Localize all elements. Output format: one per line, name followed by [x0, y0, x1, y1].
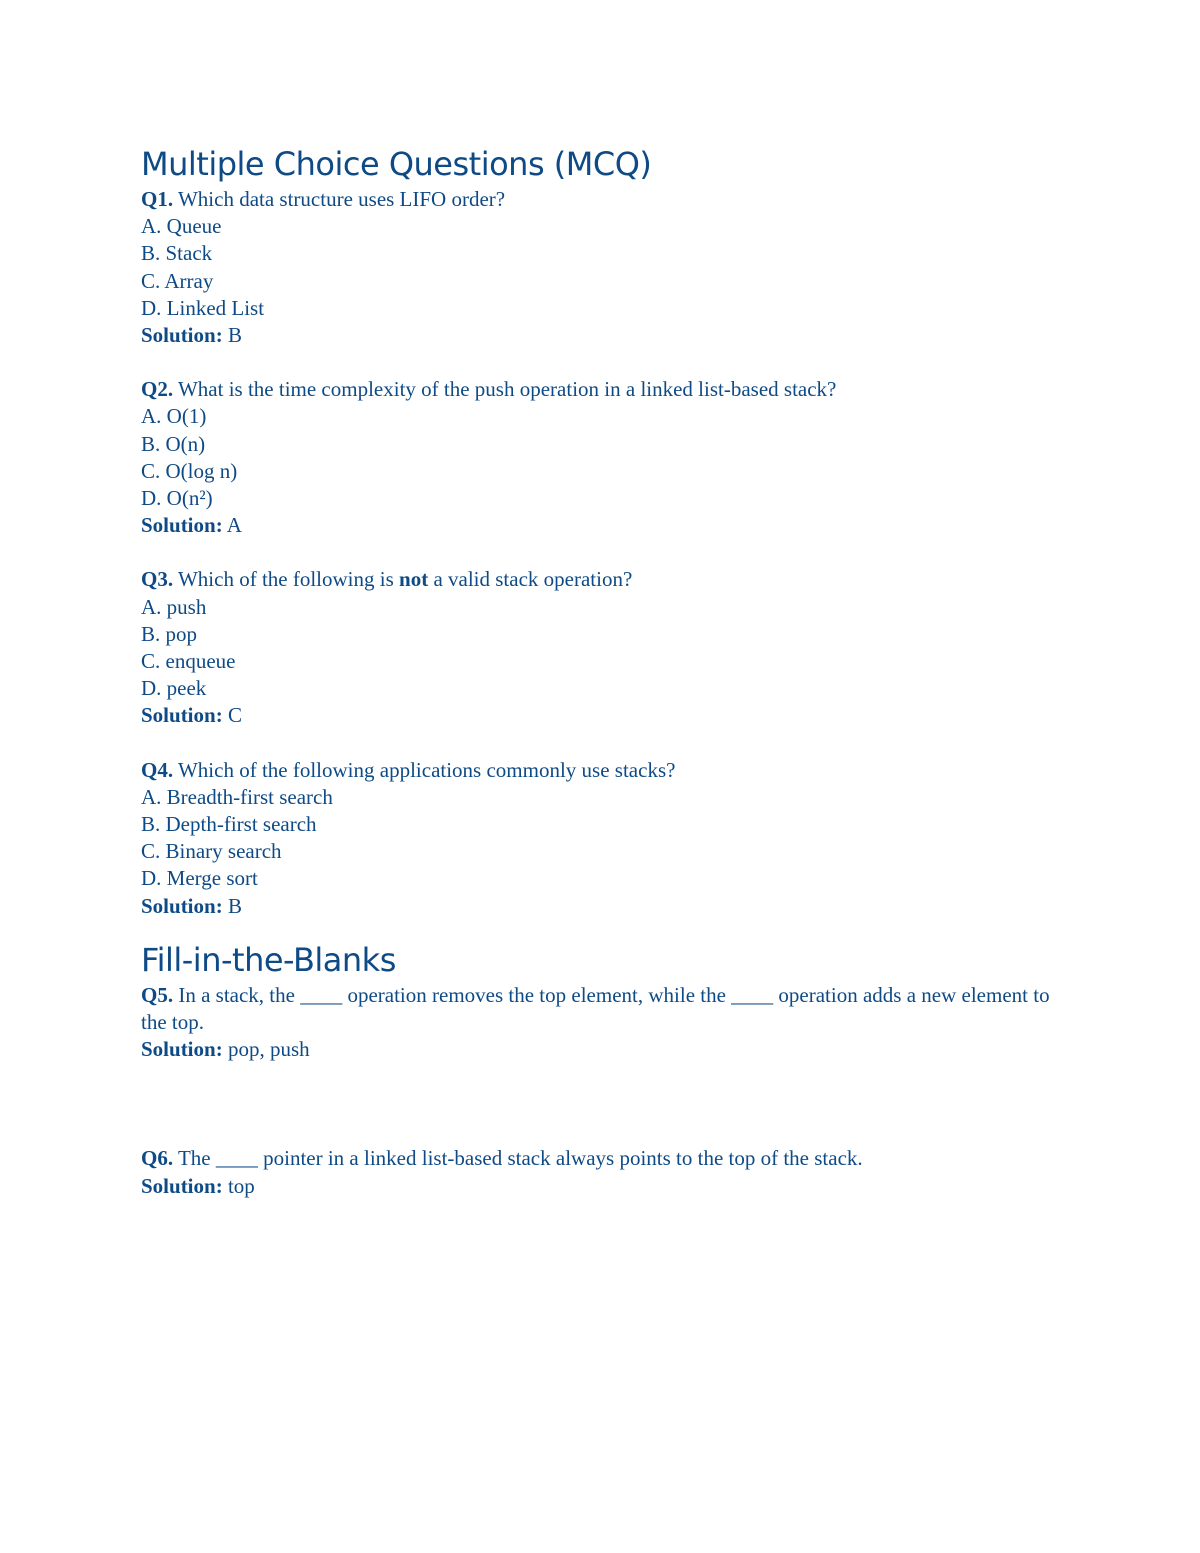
document-content: [141, 142, 1071, 1200]
question-text: Which of the following applications commonly use stacks?: [177, 757, 676, 782]
question-number: Q2.: [141, 377, 174, 402]
option: A. Queue: [141, 214, 222, 239]
solution-line: [141, 702, 1071, 729]
question-text: Which data structure uses LIFO order?: [177, 187, 506, 211]
option: D. Linked List: [141, 295, 265, 320]
option: B. O(n): [141, 431, 206, 456]
solution-label: Solution:: [141, 1037, 223, 1062]
option: C. Binary search: [141, 839, 282, 864]
option: D. O(n²): [141, 486, 213, 511]
solution-value: top: [227, 1173, 255, 1198]
solution-label: Solution:: [141, 893, 223, 918]
solution-line: [141, 893, 1071, 920]
solution-value: B: [227, 893, 242, 918]
solution-line: [141, 512, 1071, 539]
solution-line: [141, 1036, 1071, 1063]
question-text: The ____ pointer in a linked list-based stack always points to the top of the stack.: [177, 1146, 863, 1171]
solution-value: A: [226, 513, 242, 538]
solution-label: Solution:: [141, 323, 223, 348]
option: A. Breadth-first search: [141, 784, 333, 809]
question-line: [141, 566, 1071, 593]
option: B. pop: [141, 621, 198, 646]
question-line: [141, 186, 1071, 213]
option: A. O(1): [141, 404, 207, 429]
solution-value: C: [227, 703, 242, 728]
question-q1: [141, 186, 1071, 349]
question-q6: [141, 1145, 1071, 1199]
option: B. Depth-first search: [141, 812, 317, 837]
question-number: Q1.: [141, 187, 174, 211]
option: D. peek: [141, 676, 207, 701]
option: B. Stack: [141, 241, 213, 266]
solution-label: Solution:: [141, 513, 223, 538]
question-line: [141, 982, 1071, 1036]
solution-value: B: [227, 323, 242, 348]
option: C. enqueue: [141, 649, 236, 674]
question-text: What is the time complexity of the push operation in a linked list-based stack?: [177, 377, 837, 402]
question-q4: [141, 757, 1071, 920]
solution-label: Solution:: [141, 703, 223, 728]
option: C. O(log n): [141, 458, 238, 483]
question-line: [141, 376, 1071, 403]
solution-line: [141, 322, 1071, 349]
question-emphasis: not: [399, 567, 429, 592]
fib-heading: Fill-in-the-Blanks: [141, 940, 396, 979]
question-q5: [141, 982, 1071, 1064]
solution-line: [141, 1173, 1071, 1200]
question-q2: [141, 376, 1071, 539]
mcq-heading: Multiple Choice Questions (MCQ): [141, 145, 652, 183]
question-text: In a stack, the ____ operation removes the top element, while the ____ operation adds a new element to the top.: [141, 982, 1050, 1035]
question-text: Which of the following is: [177, 567, 394, 592]
option: C. Array: [141, 268, 214, 293]
solution-label: Solution:: [141, 1173, 223, 1198]
option: A. push: [141, 594, 207, 619]
question-line: [141, 1145, 1071, 1172]
question-text: a valid stack operation?: [433, 567, 633, 592]
question-number: Q5.: [141, 982, 174, 1007]
question-number: Q6.: [141, 1146, 174, 1171]
question-number: Q3.: [141, 567, 174, 592]
question-line: [141, 757, 1071, 784]
question-q3: [141, 566, 1071, 729]
solution-value: pop, push: [227, 1037, 310, 1062]
option: D. Merge sort: [141, 866, 258, 891]
question-number: Q4.: [141, 757, 174, 782]
